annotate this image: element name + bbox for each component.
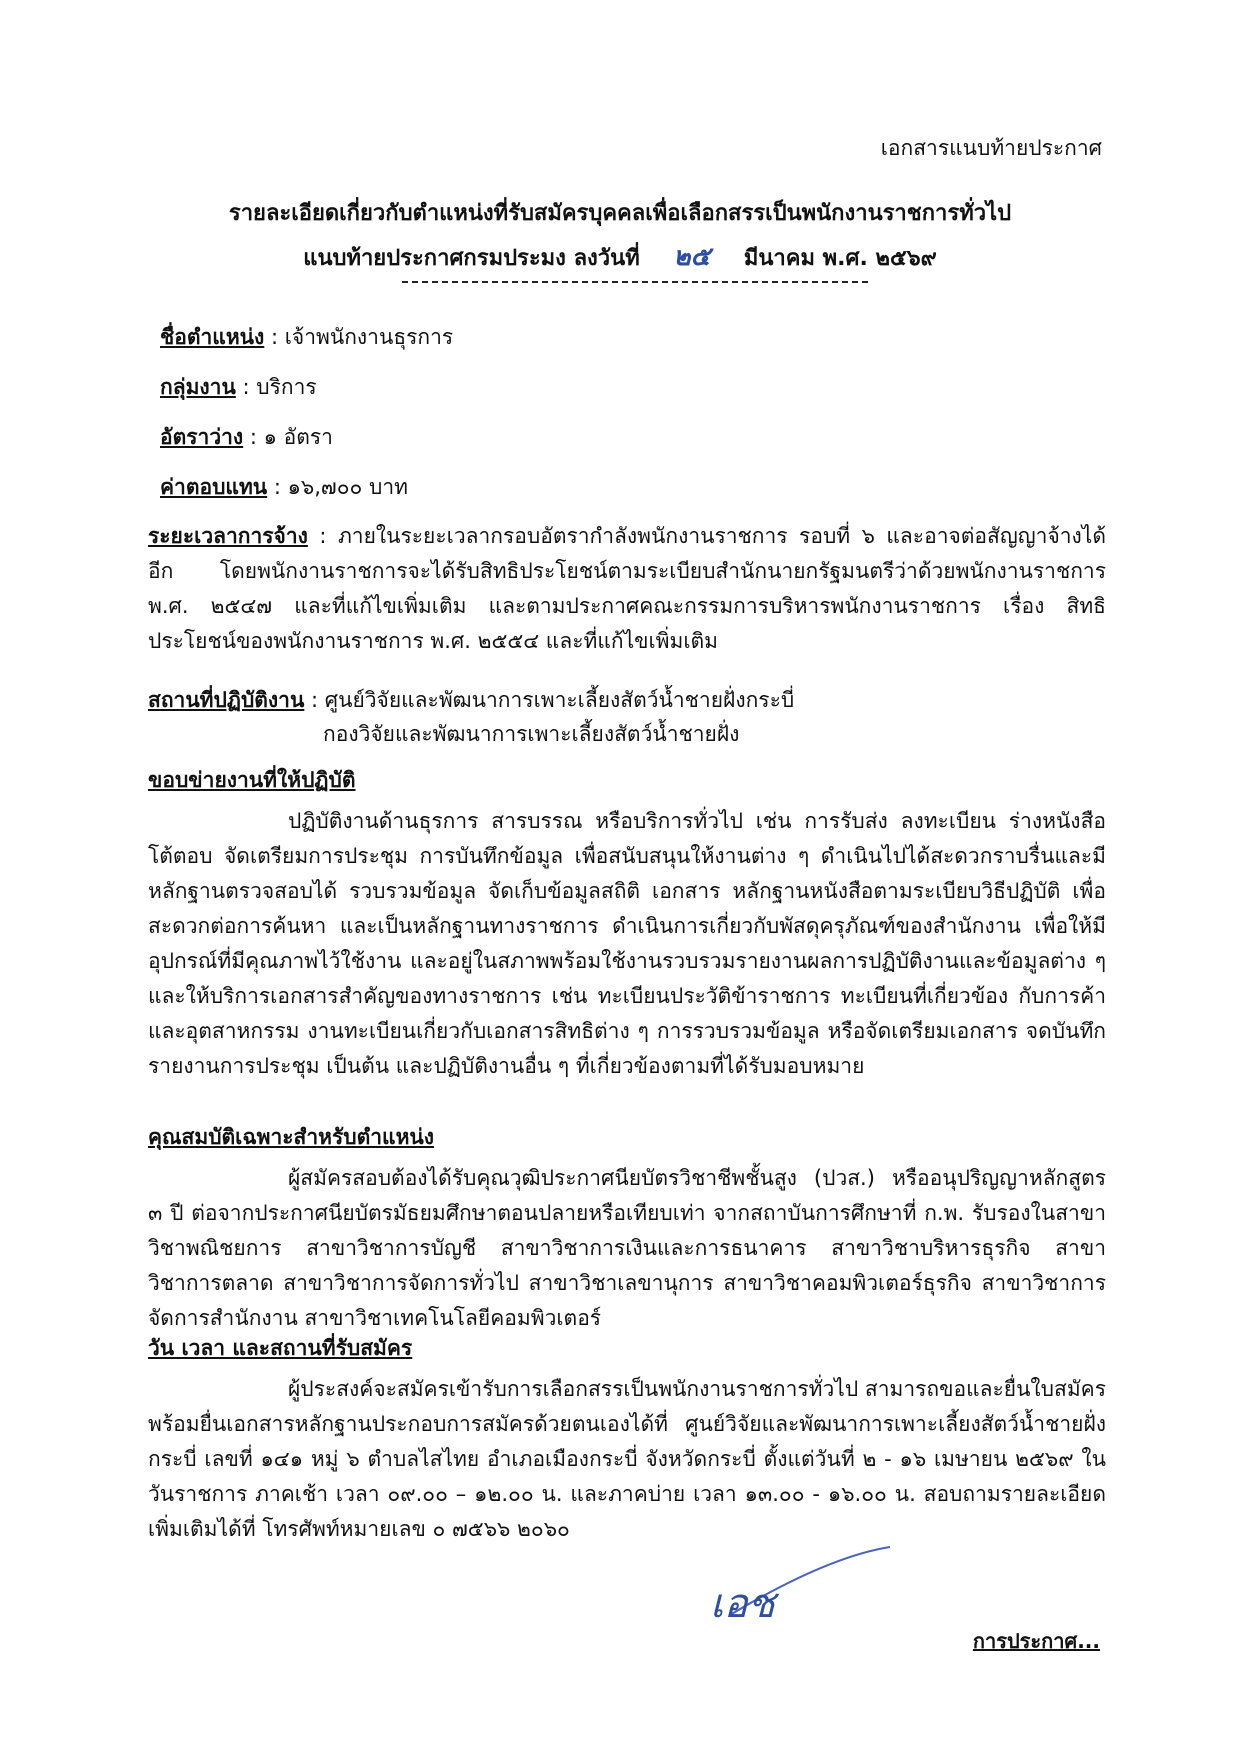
- workplace-label: สถานที่ปฏิบัติงาน: [148, 688, 305, 712]
- vacancy-value: : ๑ อัตรา: [249, 425, 333, 449]
- application-paragraph: ผู้ประสงค์จะสมัครเข้ารับการเลือกสรรเป็นพนักงานราชการทั่วไป สามารถขอและยื่นใบสมัคร พร้อมยื่นเอกสารหลักฐานประกอบการสมัครด้วยตนเองได้ที่ ศูนย์วิจัยและพัฒนาการเพาะเลี้ยงสัตว์น้ำชายฝั่งกระบี่ เลขที่ ๑๔๑ หมู่ ๖ ตำบลไสไทย อำเภอเมืองกระบี่ จังหวัดกระบี่ ตั้งแต่วันที่ ๒ - ๑๖ เมษายน ๒๕๖๙ ในวันราชการ ภาคเช้า เวลา ๐๙.๐๐ – ๑๒.๐๐ น. และภาคบ่าย เวลา ๑๓.๐๐ - ๑๖.๐๐ น. สอบถามรายละเอียดเพิ่มเติมได้ที่ โทรศัพท์หมายเลข ๐ ๗๕๖๖ ๒๐๖๐: [148, 1377, 1106, 1541]
- vacancy-label: อัตราว่าง: [160, 425, 244, 449]
- group-label: กลุ่มงาน: [160, 375, 236, 399]
- title-date-prefix: แนบท้ายประกาศกรมประมง ลงวันที่: [303, 246, 640, 271]
- attachment-label: เอกสารแนบท้ายประกาศ: [880, 136, 1102, 160]
- handwritten-signature: [700, 1545, 900, 1629]
- salary-value: : ๑๖,๗๐๐ บาท: [273, 475, 408, 499]
- document-title-line2: [0, 236, 1240, 277]
- vacancy-field: [160, 422, 333, 452]
- workplace-line2: กองวิจัยและพัฒนาการเพาะเลี้ยงสัตว์น้ำชายฝั่ง: [323, 722, 740, 746]
- period-text: : ภายในระยะเวลากรอบอัตรากำลังพนักงานราชการ รอบที่ ๖ และอาจต่อสัญญาจ้างได้อีก โดยพนักงานราชการจะได้รับสิทธิประโยชน์ตามระเบียบสำนักนายกรัฐมนตรีว่าด้วยพนักงานราชการ พ.ศ. ๒๕๔๗ และที่แก้ไขเพิ่มเติม และตามประกาศคณะกรรมการบริหารพนักงานราชการ เรื่อง สิทธิประโยชน์ของพนักงานราชการ พ.ศ. ๒๕๕๔ และที่แก้ไขเพิ่มเติม: [148, 524, 1106, 653]
- handwritten-day: ๒๕: [673, 242, 711, 272]
- employment-period: [148, 519, 1106, 659]
- scope-heading: ขอบข่ายงานที่ให้ปฏิบัติ: [148, 768, 356, 792]
- position-value: : เจ้าพนักงานธุรการ: [270, 325, 454, 349]
- salary-field: [160, 472, 408, 502]
- qualification-heading: คุณสมบัติเฉพาะสำหรับตำแหน่ง: [148, 1125, 435, 1149]
- signature-initials: เอช: [710, 1581, 775, 1627]
- salary-label: ค่าตอบแทน: [160, 475, 268, 499]
- position-label: ชื่อตำแหน่ง: [160, 325, 265, 349]
- workplace-field: [148, 683, 794, 717]
- application-heading: วัน เวลา และสถานที่รับสมัคร: [148, 1336, 413, 1360]
- title-date-suffix: มีนาคม พ.ศ. ๒๕๖๙: [743, 246, 937, 271]
- title-divider: [402, 281, 868, 283]
- position-field: [160, 322, 453, 352]
- document-title-line1: รายละเอียดเกี่ยวกับตำแหน่งที่รับสมัครบุคคลเพื่อเลือกสรรเป็นพนักงานราชการทั่วไป: [228, 201, 1012, 226]
- group-value: : บริการ: [242, 375, 317, 399]
- scope-paragraph: ปฏิบัติงานด้านธุรการ สารบรรณ หรือบริการทั่วไป เช่น การรับส่ง ลงทะเบียน ร่างหนังสือโต้ตอบ จัดเตรียมการประชุม การบันทึกข้อมูล เพื่อสนับสนุนให้งานต่าง ๆ ดำเนินไปได้สะดวกราบรื่นและมีหลักฐานตรวจสอบได้ รวบรวมข้อมูล จัดเก็บข้อมูลสถิติ เอกสาร หลักฐานหนังสือตามระเบียบวิธีปฏิบัติ เพื่อสะดวกต่อการค้นหา และเป็นหลักฐานทางราชการ ดำเนินการเกี่ยวกับพัสดุครุภัณฑ์ของสำนักงาน เพื่อให้มีอุปกรณ์ที่มีคุณภาพไว้ใช้งาน และอยู่ในสภาพพร้อมใช้งานรวบรวมรายงานผลการปฏิบัติงานและข้อมูลต่าง ๆ และให้บริการเอกสารสำคัญของทางราชการ เช่น ทะเบียนประวัติข้าราชการ ทะเบียนที่เกี่ยวข้อง กับการค้าและอุตสาหกรรม งานทะเบียนเกี่ยวกับเอกสารสิทธิต่าง ๆ การรวบรวมข้อมูล หรือจัดเตรียมเอกสาร จดบันทึก รายงานการประชุม เป็นต้น และปฏิบัติงานอื่น ๆ ที่เกี่ยวข้องตามที่ได้รับมอบหมาย: [148, 809, 1106, 1078]
- group-field: [160, 372, 317, 402]
- continued-marker: การประกาศ...: [972, 1629, 1100, 1653]
- workplace-line1: : ศูนย์วิจัยและพัฒนาการเพาะเลี้ยงสัตว์น้ำชายฝั่งกระบี่: [304, 688, 795, 712]
- period-label: ระยะเวลาการจ้าง: [148, 524, 308, 548]
- qualification-paragraph: ผู้สมัครสอบต้องได้รับคุณวุฒิประกาศนียบัตรวิชาชีพชั้นสูง (ปวส.) หรืออนุปริญญาหลักสูตร ๓ ปี ต่อจากประกาศนียบัตรมัธยมศึกษาตอนปลายหรือเทียบเท่า จากสถาบันการศึกษาที่ ก.พ. รับรองในสาขาวิชาพณิชยการ สาขาวิชาการบัญชี สาขาวิชาการเงินและการธนาคาร สาขาวิชาบริหารธุรกิจ สาขาวิชาการตลาด สาขาวิชาการจัดการทั่วไป สาขาวิชาเลขานุการ สาขาวิชาคอมพิวเตอร์ธุรกิจ สาขาวิชาการจัดการสำนักงาน สาขาวิชาเทคโนโลยีคอมพิวเตอร์: [148, 1166, 1106, 1330]
